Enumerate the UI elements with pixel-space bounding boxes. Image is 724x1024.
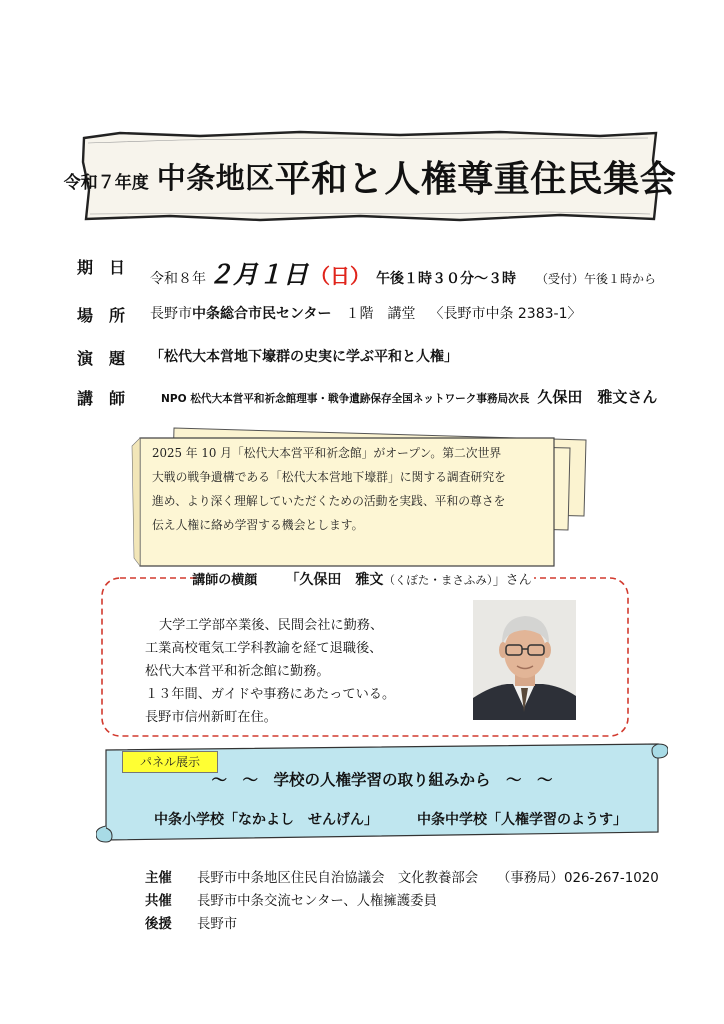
speaker-label: 講師 bbox=[77, 389, 142, 408]
schedule-weekday: （日） bbox=[310, 264, 371, 288]
intro-line: 進め、より深く理解していただくための活動を実践、平和の尊さを bbox=[152, 494, 506, 508]
schedule-time: 午後１時３０分〜３時 bbox=[376, 271, 517, 287]
profile-line: 工業高校電気工学科教諭を経て退職後、 bbox=[145, 641, 383, 656]
profile-line: 長野市信州新町在住。 bbox=[145, 710, 277, 725]
intro-line: 伝え人権に絡め学習する機会とします。 bbox=[152, 518, 364, 532]
intro-line: 大戦の戦争遺構である「松代大本営地下壕群」に関する調査研究を bbox=[152, 470, 506, 484]
profile-heading bbox=[0, 569, 724, 589]
profile-bio bbox=[145, 614, 395, 729]
footer-support-value: 長野市 bbox=[197, 917, 238, 932]
footer-support-label: 後援 bbox=[145, 917, 172, 932]
title-year: 令和７年度 bbox=[63, 172, 149, 193]
schedule-row bbox=[77, 255, 657, 289]
footer-office: （事務局）026-267-1020 bbox=[497, 871, 659, 886]
venue-city: 長野市 bbox=[150, 306, 192, 322]
title-main-a: 中条地区 bbox=[156, 160, 275, 195]
schedule-reception: （受付）午後１時から bbox=[536, 272, 657, 286]
speaker-affiliation: NPO 松代大本営平和祈念館理事・戦争遺跡保存全国ネットワーク事務局次長 bbox=[161, 393, 530, 405]
profile-suffix: 」さん bbox=[492, 573, 532, 588]
title-main-b: 平和と人権尊重住民集会 bbox=[274, 157, 677, 200]
footer-organizer-label: 主催 bbox=[145, 871, 172, 886]
panel-heading: 〜 〜 学校の人権学習の取り組みから 〜 〜 bbox=[211, 771, 553, 789]
schedule-era: 令和８年 bbox=[150, 271, 206, 287]
venue-label: 場所 bbox=[77, 306, 142, 325]
profile-heading-label: 講師の横顔 bbox=[192, 573, 258, 588]
profile-line: １３年間、ガイドや事務にあたっている。 bbox=[145, 687, 396, 702]
venue-address: 〈長野市中条 2383-1〉 bbox=[429, 306, 582, 322]
speaker-row bbox=[77, 386, 658, 409]
profile-name: 「久保田 雅文 bbox=[285, 572, 384, 588]
footer-support bbox=[145, 913, 238, 932]
footer-cohost-label: 共催 bbox=[145, 894, 172, 909]
profile-reading: （くぼた・まさふみ） bbox=[383, 573, 493, 587]
intro-line: 2025 年 10 月「松代大本営平和祈念館」がオープン。第二次世界 bbox=[152, 446, 502, 460]
speaker-name: 久保田 雅文さん bbox=[537, 388, 658, 406]
profile-line: 松代大本営平和祈念館に勤務。 bbox=[145, 664, 330, 679]
schedule-label: 期日 bbox=[77, 258, 142, 277]
panel-tag: パネル展示 bbox=[122, 751, 218, 773]
profile-line: 大学工学部卒業後、民間会社に勤務、 bbox=[159, 618, 384, 633]
panel-school-elementary: 中条小学校「なかよし せんげん」 bbox=[154, 812, 378, 828]
panel-school-junior-high: 中条中学校「人権学習のようす」 bbox=[417, 812, 627, 828]
footer-cohost bbox=[145, 890, 437, 909]
lecture-label: 演題 bbox=[77, 349, 142, 368]
page-title bbox=[63, 130, 677, 222]
venue-row bbox=[77, 303, 582, 326]
venue-room: １階 講堂 bbox=[345, 306, 416, 322]
lecture-row bbox=[77, 346, 458, 369]
schedule-date: ２月１日 bbox=[208, 260, 309, 289]
lecture-title: 「松代大本営地下壕群の史実に学ぶ平和と人権」 bbox=[150, 349, 458, 365]
footer-organizer-value: 長野市中条地区住民自治協議会 文化教養部会 bbox=[197, 871, 479, 886]
footer-organizer bbox=[145, 867, 659, 886]
intro-text bbox=[152, 441, 550, 537]
speaker-photo bbox=[473, 600, 576, 720]
footer-cohost-value: 長野市中条交流センター、人権擁護委員 bbox=[197, 894, 437, 909]
venue-name: 中条総合市民センター bbox=[192, 306, 332, 322]
